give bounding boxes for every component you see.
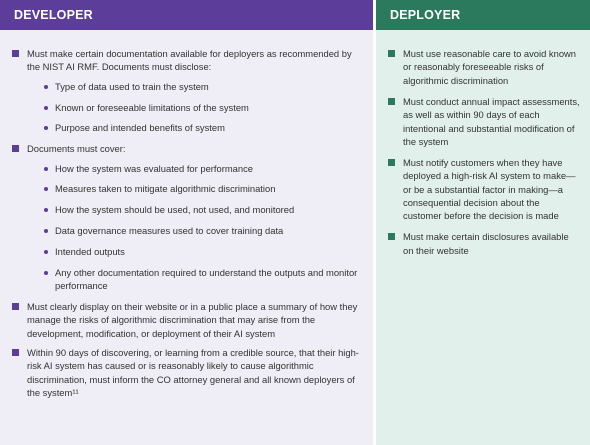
developer-sublist — [27, 80, 359, 135]
developer-header: DEVELOPER — [0, 0, 373, 30]
bullet-square-icon — [388, 50, 395, 57]
deployer-header: DEPLOYER — [376, 0, 590, 30]
deployer-list — [376, 30, 590, 257]
bullet-square-icon — [12, 349, 19, 356]
list-item — [27, 121, 359, 134]
bullet-dot-icon — [44, 187, 48, 191]
bullet-square-icon — [12, 303, 19, 310]
list-item — [27, 203, 359, 216]
bullet-square-icon — [12, 145, 19, 152]
list-item — [27, 266, 359, 293]
developer-item-text: Must clearly display on their website or in a public place a summary of how they manage the risks of algorithmic discrimination that may arise from the development, modification, or deployment of their AI system — [27, 300, 358, 339]
developer-item-4 — [12, 346, 359, 400]
bullet-square-icon — [388, 159, 395, 166]
list-item — [27, 101, 359, 114]
developer-list — [0, 30, 373, 400]
sub-item-text: Purpose and intended benefits of system — [55, 122, 225, 134]
sub-item-text: Intended outputs — [55, 245, 125, 257]
bullet-dot-icon — [44, 106, 48, 110]
deployer-item-3 — [388, 156, 580, 223]
sub-item-text: Data governance measures used to cover training data — [55, 225, 284, 236]
bullet-dot-icon — [44, 229, 48, 233]
developer-sublist — [27, 162, 359, 293]
bullet-dot-icon — [44, 85, 48, 89]
list-item — [27, 80, 359, 93]
developer-item-text: Within 90 days of discovering, or learning from a credible source, that their high-risk AI system has caused or is reasonably likely to cause algorithmic discrimination, must inform the CO attorney general and all known deployers of the system¹¹ — [27, 347, 359, 399]
list-item — [27, 245, 359, 258]
bullet-dot-icon — [44, 250, 48, 254]
deployer-item-text: Must notify customers when they have deployed a high-risk AI system to make—or be a substantial factor in making—a consequential decision about the customer before the decision is made — [403, 156, 576, 222]
sub-item-text: How the system was evaluated for performance — [55, 162, 254, 174]
list-item — [27, 224, 359, 237]
developer-item-text: Documents must cover: — [27, 143, 126, 155]
bullet-dot-icon — [44, 271, 48, 275]
bullet-square-icon — [388, 98, 395, 105]
developer-item-2 — [12, 142, 359, 292]
list-item — [27, 162, 359, 175]
bullet-square-icon — [388, 233, 395, 240]
deployer-item-text: Must make certain disclosures available on their website — [403, 231, 569, 256]
bullet-dot-icon — [44, 126, 48, 130]
sub-item-text: Any other documentation required to understand the outputs and monitor performance — [55, 266, 358, 291]
deployer-item-2 — [388, 95, 580, 149]
deployer-item-text: Must conduct annual impact assessments, as well as within 90 days of each intentional and substantial modification of the system — [403, 95, 580, 147]
developer-item-1 — [12, 47, 359, 135]
bullet-square-icon — [12, 50, 19, 57]
developer-item-3 — [12, 300, 359, 340]
bullet-dot-icon — [44, 167, 48, 171]
list-item — [27, 182, 359, 195]
sub-item-text: How the system should be used, not used, and monitored — [55, 204, 295, 216]
deployer-item-text: Must use reasonable care to avoid known or reasonably foreseeable risks of algorithmic discrimination — [403, 48, 577, 86]
sub-item-text: Measures taken to mitigate algorithmic discrimination — [55, 183, 276, 195]
deployer-column — [376, 0, 590, 445]
sub-item-text: Type of data used to train the system — [55, 80, 209, 92]
deployer-item-4 — [388, 230, 580, 257]
developer-item-text: Must make certain documentation available for deployers as recommended by the NIST AI RMF. Documents must disclose: — [27, 48, 352, 73]
sub-item-text: Known or foreseeable limitations of the system — [55, 101, 249, 113]
bullet-dot-icon — [44, 208, 48, 212]
deployer-item-1 — [388, 47, 580, 87]
